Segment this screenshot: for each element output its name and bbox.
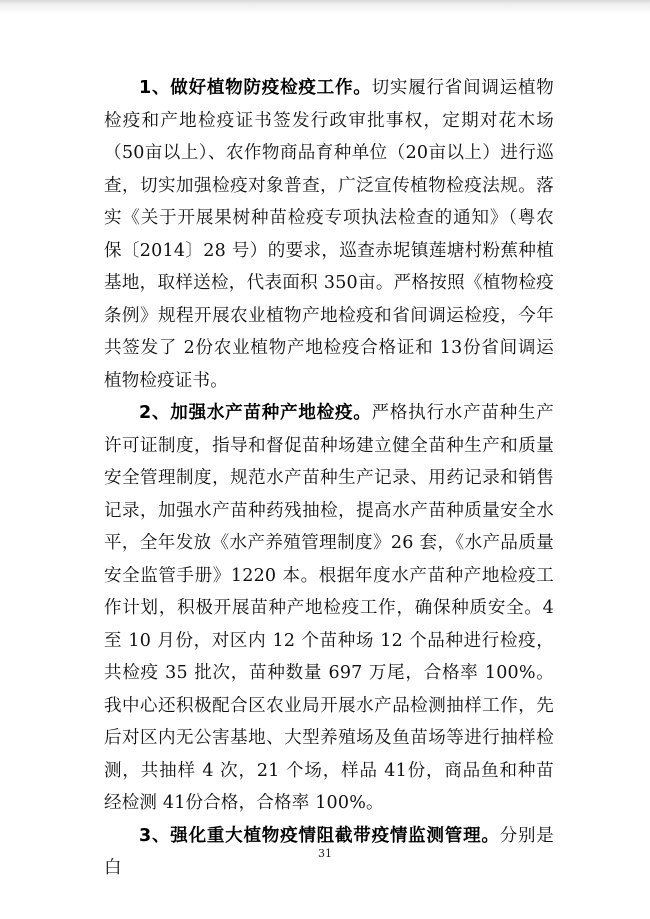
paragraph-heading: 3、强化重大植物疫情阻截带疫情监测管理。: [139, 825, 500, 846]
paragraph-aquatic-seedling: [104, 397, 554, 820]
paragraph-heading: 1、做好植物防疫检疫工作。: [139, 78, 372, 98]
paragraph-body: 切实履行省间调运植物检疫和产地检疫证书签发行政审批事权，定期对花木场（50亩以上）、农作物商品育种单位（20亩以上）进行巡查，切实加强检疫对象普查，广泛宣传植物检疫法规。落实《关于开展果树种苗检疫专项执法检查的通知》（粤农保〔2014〕28 号）的要求，巡查赤坭镇莲塘村粉蕉种植基地，取样送检，代表面积 350亩。严格按照《植物检疫条例》规程开展农业植物产地检疫和省间调运检疫，今年共签发了 2份农业植物产地检疫合格证和 13份省间调运植物检疫证书。: [104, 78, 555, 391]
paragraph-heading: 2、加强水产苗种产地检疫。: [139, 403, 372, 423]
paragraph-body: 分别是白: [104, 825, 554, 878]
paragraph-plant-quarantine: [104, 72, 554, 397]
paragraph-body: 严格执行水产苗种生产许可证制度，指导和督促苗种场建立健全苗种生产和质量安全管理制度，规范水产苗种生产记录、用药记录和销售记录，加强水产苗种药残抽检，提高水产苗种质量安全水平，全年发放《水产养殖管理制度》26 套，《水产品质量安全监管手册》1220 本。根据年度水产苗种产地检疫工作计划，积极开展苗种产地检疫工作，确保种质安全。4 至 10 月份，对区内 12 个苗种场 12 个品种进行检疫，共检疫 35 批次，苗种数量 697 万尾，合格率 100%。我中心还积极配合区农业局开展水产品检测抽样工作，先后对区内无公害基地、大型养殖场及鱼苗场等进行抽样检测，共抽样 4 次，21 个场，样品 41份，商品鱼和种苗经检测 41份合格，合格率 100%。: [104, 403, 555, 813]
scan-edge: [0, 0, 650, 14]
page-number: 31: [318, 847, 332, 860]
page-content: [104, 72, 554, 885]
